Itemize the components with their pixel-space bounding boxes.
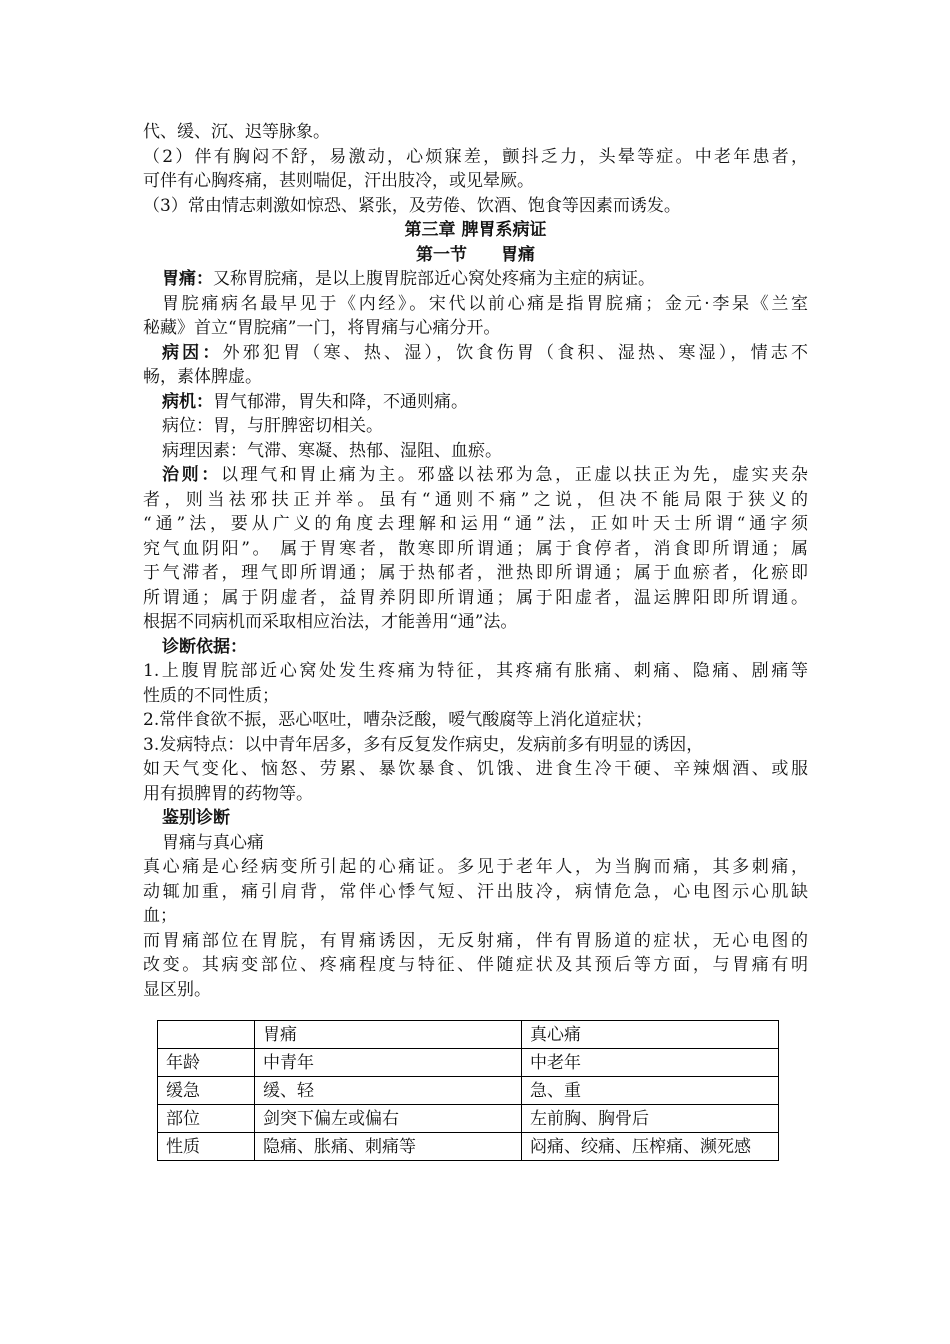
history-line: 胃脘痛病名最早见于《内经》。宋代以前心痛是指胃脘痛；金元·李杲《兰室 bbox=[162, 293, 808, 314]
definition-label: 胃痛： bbox=[162, 269, 213, 289]
diagnosis-item: 如天气变化、恼怒、劳累、暴饮暴食、饥饿、进食生冷干硬、辛辣烟酒、或服 bbox=[143, 759, 808, 779]
table-cell: 隐痛、胀痛、刺痛等 bbox=[255, 1133, 522, 1161]
history-line: 秘藏》首立“胃脘痛”一门，将胃痛与心痛分开。 bbox=[143, 318, 501, 338]
pathogenesis-text: 胃气郁滞，胃失和降，不通则痛。 bbox=[213, 391, 468, 412]
table-cell: 年龄 bbox=[158, 1049, 255, 1077]
treatment-line: 所谓通；属于阴虚者，益胃养阴即所谓通；属于阳虚者，温运脾阳即所谓通。 bbox=[143, 587, 808, 608]
intro-line: 可伴有心胸疼痛，甚则喘促，汗出肢冷，或见晕厥。 bbox=[143, 171, 534, 191]
pathogenesis-paragraph bbox=[143, 390, 808, 415]
etiology-text: 外邪犯胃（寒、热、湿），饮食伤胃（食积、湿热、寒湿），情志不 bbox=[222, 342, 808, 363]
factors-line: 病理因素：气滞、寒凝、热郁、湿阻、血瘀。 bbox=[162, 440, 502, 461]
differential-paragraph: 动辄加重，痛引肩背，常伴心悸气短、汗出肢冷，病情危急，心电图示心肌缺 bbox=[143, 881, 808, 902]
table-row bbox=[158, 1077, 779, 1105]
treatment-label: 治则： bbox=[162, 465, 221, 485]
intro-line: 代、缓、沉、迟等脉象。 bbox=[143, 122, 330, 142]
etiology-line: 畅，素体脾虚。 bbox=[143, 367, 262, 387]
table-cell: 急、重 bbox=[522, 1077, 779, 1105]
treatment-line: 于气滞者，理气即所谓通；属于热郁者，泄热即所谓通；属于血瘀者，化瘀即 bbox=[143, 563, 808, 583]
table-row bbox=[158, 1105, 779, 1133]
section-title: 第一节 胃痛 bbox=[416, 244, 535, 265]
definition-text: 又称胃脘痛，是以上腹胃脘部近心窝处疼痛为主症的病证。 bbox=[213, 269, 655, 289]
diagnosis-item: 用有损脾胃的药物等。 bbox=[143, 783, 313, 804]
treatment-line: 根据不同病机而采取相应治法，才能善用“通”法。 bbox=[143, 612, 518, 632]
treatment-text: 以理气和胃止痛为主。邪盛以祛邪为急，正虚以扶正为先，虚实夹杂 bbox=[220, 465, 808, 485]
table-header-row bbox=[158, 1021, 779, 1049]
treatment-line: 者，则当祛邪扶正并举。虽有“通则不痛”之说，但决不能局限于狭义的 bbox=[143, 489, 808, 510]
diagnosis-title: 诊断依据： bbox=[162, 636, 247, 657]
intro-line: （2）伴有胸闷不舒，易激动，心烦寐差，颤抖乏力，头晕等症。中老年患者， bbox=[143, 146, 808, 167]
table-cell: 左前胸、胸骨后 bbox=[522, 1105, 779, 1133]
pathogenesis-label: 病机： bbox=[162, 391, 213, 412]
diagnosis-item: 性质的不同性质； bbox=[143, 685, 279, 706]
intro-line: （3）常由情志刺激如惊恐、紧张，及劳倦、饮酒、饱食等因素而诱发。 bbox=[143, 195, 681, 216]
chapter-title: 第三章 脾胃系病证 bbox=[404, 220, 547, 240]
differential-paragraph: 真心痛是心经病变所引起的心痛证。多见于老年人，为当胸而痛，其多刺痛， bbox=[143, 857, 808, 877]
table-cell: 剑突下偏左或偏右 bbox=[255, 1105, 522, 1133]
table-cell: 性质 bbox=[158, 1133, 255, 1161]
table-cell: 缓、轻 bbox=[255, 1077, 522, 1105]
differential-title: 鉴别诊断 bbox=[162, 808, 230, 828]
etiology-label: 病因： bbox=[162, 342, 223, 363]
definition-paragraph bbox=[143, 267, 808, 292]
differential-subtitle: 胃痛与真心痛 bbox=[162, 832, 264, 853]
differential-paragraph: 血； bbox=[143, 906, 177, 926]
differential-paragraph: 显区别。 bbox=[143, 979, 211, 1000]
treatment-line: “通”法，要从广义的角度去理解和运用“通”法，正如叶天士所谓“通字须 bbox=[143, 514, 808, 534]
table-row bbox=[158, 1049, 779, 1077]
diagnosis-item: 1.上腹胃脘部近心窝处发生疼痛为特征，其疼痛有胀痛、刺痛、隐痛、剧痛等 bbox=[143, 661, 808, 681]
table-header-cell: 真心痛 bbox=[522, 1021, 779, 1049]
table-row bbox=[158, 1133, 779, 1161]
diagnosis-item: 2.常伴食欲不振，恶心呕吐，嘈杂泛酸，嗳气酸腐等上消化道症状； bbox=[143, 710, 653, 730]
table-cell: 缓急 bbox=[158, 1077, 255, 1105]
table-cell: 中老年 bbox=[522, 1049, 779, 1077]
treatment-line: 究气血阴阳”。 属于胃寒者，散寒即所谓通；属于食停者，消食即所谓通；属 bbox=[143, 538, 808, 559]
table-cell: 闷痛、绞痛、压榨痛、濒死感 bbox=[522, 1133, 779, 1161]
document-body bbox=[143, 120, 808, 1002]
diagnosis-item: 3.发病特点：以中青年居多，多有反复发作病史，发病前多有明显的诱因， bbox=[143, 734, 704, 755]
comparison-table bbox=[157, 1020, 779, 1161]
table-header-cell bbox=[158, 1021, 255, 1049]
table-header-cell: 胃痛 bbox=[255, 1021, 522, 1049]
differential-paragraph: 改变。其病变部位、疼痛程度与特征、伴随症状及其预后等方面，与胃痛有明 bbox=[143, 955, 808, 975]
etiology-paragraph bbox=[143, 341, 808, 366]
table-cell: 部位 bbox=[158, 1105, 255, 1133]
treatment-paragraph bbox=[143, 463, 808, 488]
differential-paragraph: 而胃痛部位在胃脘，有胃痛诱因，无反射痛，伴有胃肠道的症状，无心电图的 bbox=[143, 930, 808, 951]
location-line: 病位：胃，与肝脾密切相关。 bbox=[162, 416, 383, 436]
table-cell: 中青年 bbox=[255, 1049, 522, 1077]
